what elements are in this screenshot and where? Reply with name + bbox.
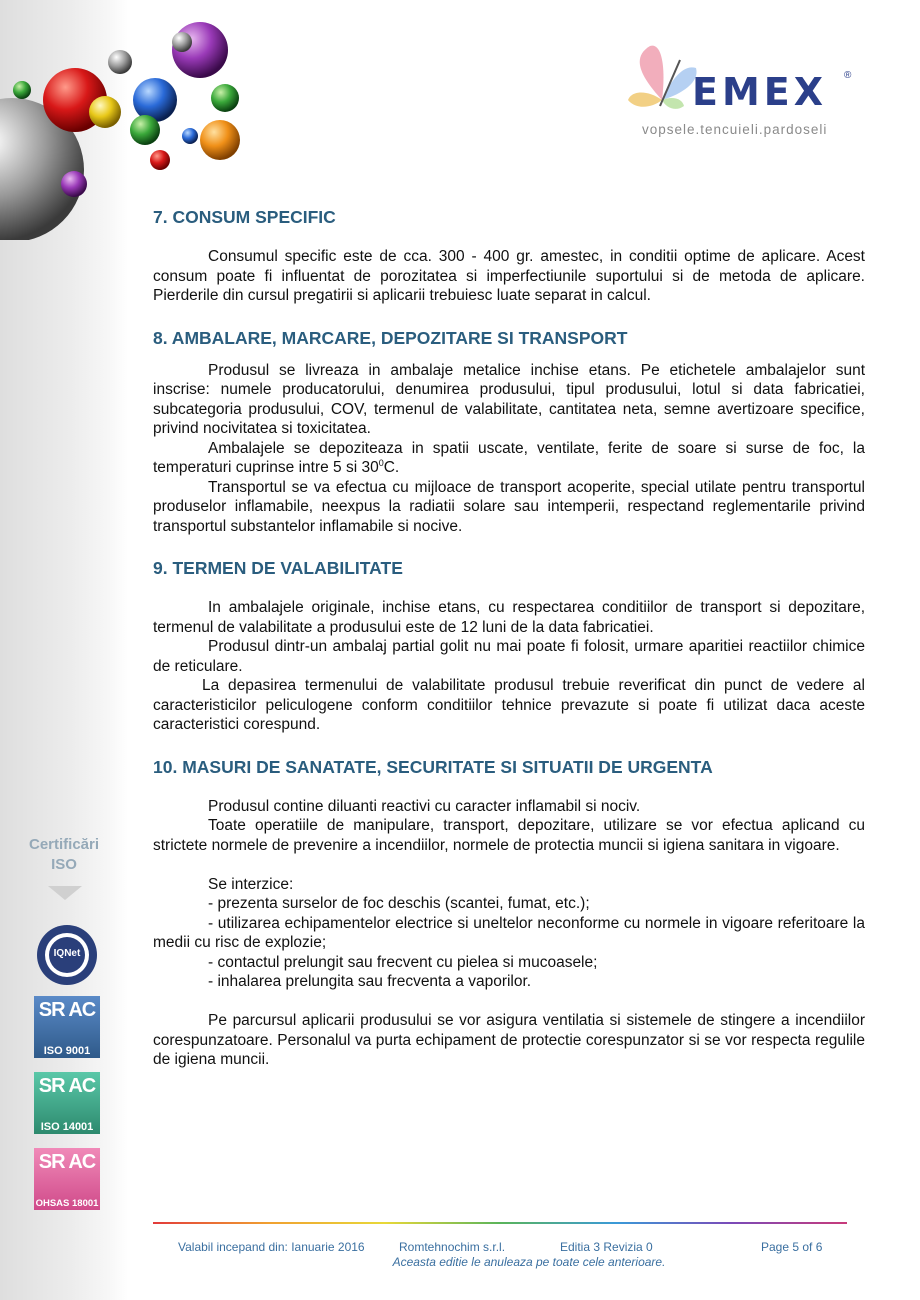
- prohibition-item: - prezenta surselor de foc deschis (scantei, fumat, etc.);: [208, 895, 590, 912]
- chevron-down-icon: [48, 886, 82, 900]
- iqnet-label: IQNet: [53, 948, 81, 959]
- section-8-title: 8. AMBALARE, MARCARE, DEPOZITARE SI TRANSPORT: [153, 327, 628, 348]
- registered-mark: ®: [844, 70, 852, 81]
- srac-iso9001-badge: SR AC ISO 9001: [34, 996, 100, 1058]
- footer-page-number: Page 5 of 6: [761, 1240, 823, 1254]
- logo-tagline: vopsele.tencuieli.pardoseli: [642, 122, 828, 137]
- section-9-title: 9. TERMEN DE VALABILITATE: [153, 558, 403, 578]
- section-7-title: 7. CONSUM SPECIFIC: [153, 207, 336, 227]
- prohibition-item: - utilizarea echipamentelor electrice si uneltelor neconforme cu normele in vigoare referitoare la medii cu risc de explozie;: [153, 914, 865, 951]
- section-10-paragraph-2: Toate operatiile de manipulare, transport, depozitare, utilizare se vor efectua aplicand cu strictete normele de prevenire a incendiilor, normele de protectia muncii si igiena sanitara in vigoare.: [153, 817, 865, 854]
- section-9-paragraph-3: La depasirea termenului de valabilitate produsul trebuie reverificat din punct de vedere al caracteristicilor peliculogene conform conditiilor tehnice prevazute si poate fi utilizat daca aceste caracteristici corespund.: [153, 677, 865, 733]
- section-10-paragraph-3: Pe parcursul aplicarii produsului se vor asigura ventilatia si sistemele de stingere a incendiilor corespunzatoare. Personalul va purta echipament de protectie corespunzator si se vor respecta regulile de igiena muncii.: [153, 1012, 865, 1068]
- footer-company: Romtehnochim s.r.l.: [399, 1240, 506, 1254]
- section-8-paragraph-3: Transportul se va efectua cu mijloace de transport acoperite, special utilate pentru transportul produselor inflamabile, neexpus la radiatii solare sau intemperii, respectand reglementarile privind transportul substantelor inflamabile si nocive.: [153, 478, 865, 535]
- decorative-spheres: [0, 0, 250, 240]
- footer-valid-from: Valabil incepand din: Ianuarie 2016: [178, 1240, 365, 1254]
- srac-iso14001-badge: SR AC ISO 14001: [34, 1072, 100, 1134]
- section-9-paragraph-2: Produsul dintr-un ambalaj partial golit nu mai poate fi folosit, urmare aparitiei reactiilor chimice de reticulare.: [153, 638, 865, 675]
- section-10-paragraph-1: Produsul contine diluanti reactivi cu caracter inflamabil si nociv.: [208, 797, 641, 815]
- cert-title: Certificări: [28, 836, 100, 853]
- section-9-paragraph-1: In ambalajele originale, inchise etans, cu respectarea conditiilor de transport si depozitare, termenul de valabilitate a produsului este de 12 luni de la data fabricatiei.: [153, 599, 865, 636]
- iqnet-badge: [34, 922, 100, 984]
- srac-ohsas18001-badge: SR AC OHSAS 18001: [34, 1148, 100, 1210]
- cert-title-iso: ISO: [51, 856, 77, 873]
- section-7-paragraph: Consumul specific este de cca. 300 - 400 gr. amestec, in conditii optime de aplicare. Acest consum poate fi influentat de porozitatea si imperfectiunile suportului si de metoda de aplicare. Pierderile din cursul pregatirii si aplicarii trebuiesc luate separat in calcul.: [153, 248, 865, 304]
- section-8-paragraph-2: Ambalajele se depoziteaza in spatii uscate, ventilate, ferite de soare si surse de foc, la temperaturi cuprinse intre 5 si $30^0C$.: [153, 439, 865, 476]
- prohibition-item: - contactul prelungit sau frecvent cu pielea si mucoasele;: [208, 953, 598, 971]
- footer-divider: [153, 1222, 847, 1224]
- logo-wordmark: EMEX: [692, 70, 828, 114]
- footer-note: Aceasta editie le anuleaza pe toate cele anterioare.: [392, 1255, 666, 1269]
- prohibitions-intro: Se interzice:: [208, 875, 294, 893]
- emex-logo: [622, 38, 862, 148]
- document-body: [153, 205, 865, 1070]
- butterfly-icon: [622, 38, 702, 114]
- section-10-title: 10. MASURI DE SANATATE, SECURITATE SI SITUATII DE URGENTA: [153, 756, 713, 777]
- section-8-paragraph-1: Produsul se livreaza in ambalaje metalice inchise etans. Pe etichetele ambalajelor sunt inscrise: numele producatorului, denumirea produsului, tipul produsului, lotul si data fabricatiei, subcategoria produsului, COV, termenul de valabilitate, cantitatea neta, semne avertizoare specifice, privind nocivitatea si toxicitatea.: [153, 361, 865, 437]
- prohibition-item: - inhalarea prelungita sau frecventa a vaporilor.: [208, 973, 532, 990]
- footer-edition: Editia 3 Revizia 0: [560, 1240, 653, 1254]
